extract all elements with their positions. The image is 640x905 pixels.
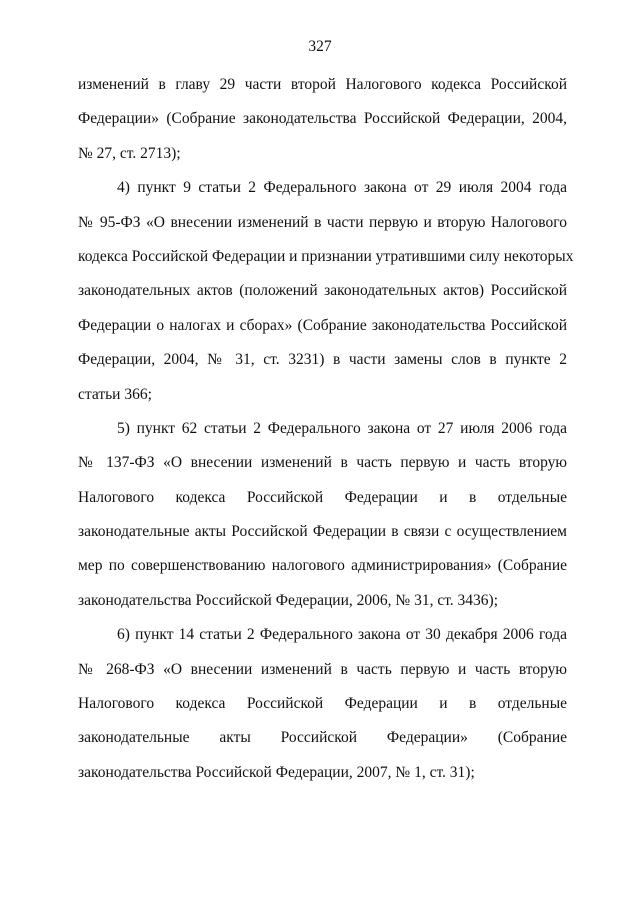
- text-line: законодательных актов (положений законодательных актов) Российской: [78, 282, 567, 300]
- text-line: 5) пункт 62 статьи 2 Федерального закона от 27 июля 2006 года: [117, 419, 567, 437]
- text-line: законодательства Российской Федерации, 2007, № 1, ст. 31);: [78, 763, 475, 781]
- text-line: законодательства Российской Федерации, 2006, № 31, ст. 3436);: [78, 591, 499, 609]
- text-line: № 27, ст. 2713);: [78, 144, 181, 162]
- text-line: Федерации, 2004, № 31, ст. 3231) в части замены слов в пункте 2: [78, 351, 567, 369]
- document-body: [78, 68, 574, 790]
- text-line: Налогового кодекса Российской Федерации и в отдельные: [78, 488, 567, 506]
- text-line: 6) пункт 14 статьи 2 Федерального закона от 30 декабря 2006 года: [117, 626, 567, 644]
- paragraph-continuation: [78, 68, 567, 171]
- paragraph-item-6: [78, 618, 567, 790]
- text-line: законодательные акты Российской Федерации в связи с осуществлением: [78, 523, 567, 541]
- paragraph-item-4: [78, 171, 574, 412]
- text-line: № 137-ФЗ «О внесении изменений в часть первую и часть вторую: [78, 454, 567, 472]
- text-line: мер по совершенствованию налогового администрирования» (Собрание: [78, 557, 567, 575]
- text-line: № 268-ФЗ «О внесении изменений в часть первую и часть вторую: [78, 660, 567, 678]
- text-line: Налогового кодекса Российской Федерации и в отдельные: [78, 695, 567, 713]
- text-line: Федерации о налогах и сборах» (Собрание законодательства Российской: [78, 316, 567, 334]
- paragraph-item-5: [78, 412, 567, 618]
- text-line: № 95-ФЗ «О внесении изменений в части первую и вторую Налогового: [78, 213, 567, 231]
- text-line: 4) пункт 9 статьи 2 Федерального закона от 29 июля 2004 года: [117, 179, 567, 197]
- text-line: статьи 366;: [78, 385, 152, 403]
- text-line: кодекса Российской Федерации и признании утратившими силу некоторых: [78, 247, 574, 265]
- text-line: изменений в главу 29 части второй Налогового кодекса Российской: [78, 76, 567, 93]
- text-line: Федерации» (Собрание законодательства Российской Федерации, 2004,: [78, 110, 567, 128]
- page-number: 327: [308, 38, 332, 55]
- text-line: законодательные акты Российской Федерации» (Собрание: [78, 729, 567, 747]
